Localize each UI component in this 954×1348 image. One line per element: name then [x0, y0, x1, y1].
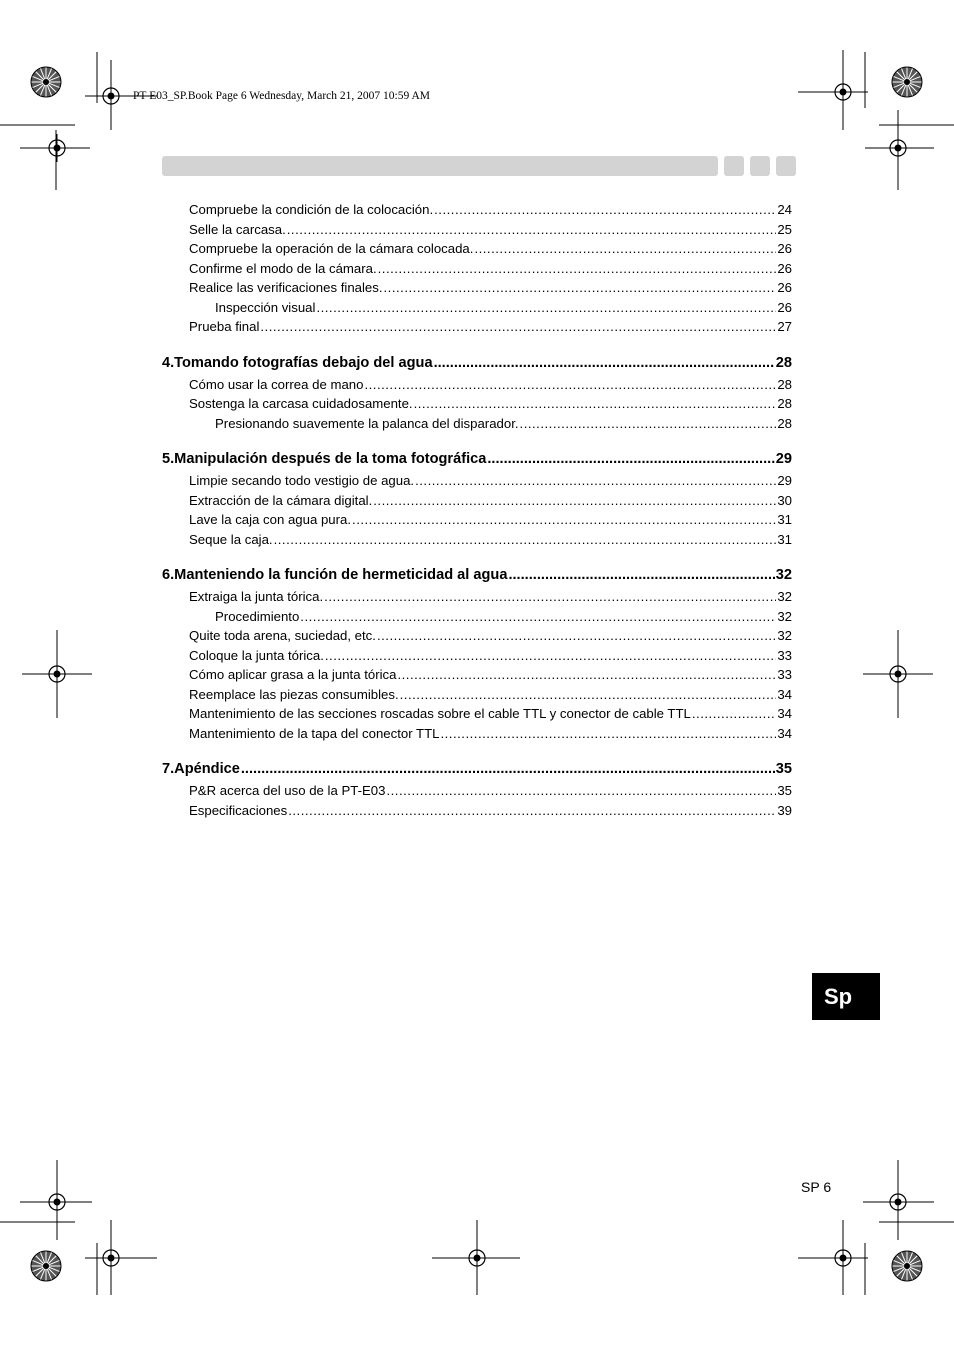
toc-entry-title: Lave la caja con agua pura.	[189, 512, 352, 527]
header-bar-block	[776, 156, 796, 176]
dot-leader	[260, 317, 776, 337]
toc-entry-title: Compruebe la operación de la cámara colocada.	[189, 241, 474, 256]
toc-entry[interactable]	[162, 220, 792, 240]
toc-entry-title: Inspección visual	[215, 299, 316, 315]
toc-entry-title: Mantenimiento de la tapa del conector TTL	[189, 725, 440, 741]
registration-star-icon	[892, 1251, 922, 1281]
dot-leader	[377, 626, 776, 646]
dot-leader	[384, 278, 777, 298]
dot-leader	[397, 665, 776, 685]
toc-entry[interactable]	[162, 471, 792, 491]
toc-entry[interactable]	[162, 394, 792, 414]
dot-leader	[434, 352, 775, 374]
toc-entry[interactable]	[162, 781, 792, 801]
toc-entry-page: 39	[777, 802, 792, 818]
toc-entry-title: Presionando suavemente la palanca del disparador.	[215, 415, 519, 431]
dot-leader	[434, 200, 776, 220]
toc-entry-title: 5.Manipulación después de la toma fotográfica	[162, 451, 487, 467]
toc-entry-page: 26	[777, 241, 792, 256]
dot-leader	[241, 758, 775, 780]
toc-entry-page: 35	[777, 783, 792, 798]
toc-entry-title: Selle la carcasa.	[189, 221, 286, 237]
toc-entry[interactable]	[162, 259, 792, 279]
toc-entry[interactable]	[162, 298, 792, 318]
toc-entry[interactable]	[162, 278, 792, 298]
dot-leader	[316, 298, 776, 318]
dot-leader	[274, 530, 777, 550]
toc-entry-page: 33	[777, 647, 792, 663]
header-bar-block	[724, 156, 744, 176]
toc-entry[interactable]	[162, 801, 792, 821]
toc-entry[interactable]	[162, 626, 792, 646]
dot-leader	[287, 220, 777, 240]
toc-entry[interactable]	[162, 414, 792, 434]
toc-entry-title: 7.Apéndice	[162, 761, 240, 777]
toc-entry-title: Coloque la junta tórica.	[189, 647, 324, 663]
toc-entry[interactable]	[162, 510, 792, 530]
toc-entry-page: 34	[777, 725, 792, 741]
toc-entry-page: 30	[777, 492, 792, 508]
toc-entry[interactable]	[162, 704, 792, 724]
toc-entry-title: Realice las verificaciones finales.	[189, 280, 383, 295]
dot-leader	[474, 239, 776, 259]
dot-leader	[300, 607, 776, 627]
dot-leader	[692, 704, 776, 724]
toc-entry[interactable]	[162, 239, 792, 259]
toc-entry-title: Procedimiento	[215, 608, 300, 624]
dot-leader	[364, 375, 776, 395]
toc-entry-page: 29	[775, 451, 792, 467]
toc-entry-page: 27	[777, 319, 792, 334]
toc-entry[interactable]	[162, 375, 792, 395]
toc-entry-title: Cómo aplicar grasa a la junta tórica	[189, 667, 397, 682]
dot-leader	[378, 259, 777, 279]
dot-leader	[386, 781, 776, 801]
toc-entry[interactable]	[162, 317, 792, 337]
toc-entry-page: 31	[777, 531, 792, 547]
toc-entry-page: 24	[777, 202, 792, 217]
toc-entry-page: 32	[777, 608, 792, 624]
toc-entry[interactable]	[162, 607, 792, 627]
dot-leader	[288, 801, 776, 821]
toc-entry[interactable]	[162, 200, 792, 220]
toc-entry-title: P&R acerca del uso de la PT-E03	[189, 783, 386, 798]
toc-entry[interactable]	[162, 665, 792, 685]
toc-entry-page: 34	[777, 706, 792, 721]
registration-star-icon	[31, 1251, 61, 1281]
dot-leader	[440, 724, 776, 744]
toc-entry[interactable]	[162, 724, 792, 744]
toc-entry-page: 28	[775, 354, 792, 371]
toc-entry-title: Extraiga la junta tórica.	[189, 589, 324, 604]
toc-entry-title: Sostenga la carcasa cuidadosamente.	[189, 396, 413, 411]
toc-entry-page: 35	[775, 761, 792, 777]
toc-entry-title: Extracción de la cámara digital.	[189, 492, 373, 508]
toc-entry-page: 26	[777, 280, 792, 295]
toc-entry[interactable]	[162, 491, 792, 511]
toc-entry-title: Confirme el modo de la cámara.	[189, 260, 377, 276]
toc-entry[interactable]	[162, 646, 792, 666]
dot-leader	[324, 587, 776, 607]
language-tab: Sp	[812, 973, 880, 1020]
print-header-info: PT-E03_SP.Book Page 6 Wednesday, March 21, 2007 10:59 AM	[133, 90, 431, 102]
toc-entry-page: 26	[777, 299, 792, 315]
toc-entry-page: 32	[777, 589, 792, 604]
dot-leader	[325, 646, 776, 666]
toc-entry-title: Especificaciones	[189, 802, 288, 818]
toc-entry-title: Limpie secando todo vestigio de agua.	[189, 473, 415, 488]
toc-entry[interactable]	[162, 587, 792, 607]
toc-entry-title: Quite toda arena, suciedad, etc.	[189, 628, 376, 643]
toc-entry-page: 25	[777, 221, 792, 237]
registration-star-icon	[892, 67, 922, 97]
toc-entry-page: 34	[777, 686, 792, 702]
toc-entry-page: 32	[775, 567, 792, 583]
toc-entry-page: 28	[777, 376, 792, 392]
toc-entry-page: 33	[777, 667, 792, 682]
toc-section-heading[interactable]	[162, 564, 792, 586]
toc-entry-page: 31	[777, 512, 792, 527]
toc-entry[interactable]	[162, 685, 792, 705]
toc-entry-page: 28	[777, 396, 792, 411]
registration-star-icon	[31, 67, 61, 97]
toc-entry-title: 6.Manteniendo la función de hermeticidad al agua	[162, 567, 508, 583]
toc-entry-title: Prueba final	[189, 319, 260, 334]
dot-leader	[373, 491, 776, 511]
toc-entry-page: 29	[777, 473, 792, 488]
toc-entry-title: Mantenimiento de las secciones roscadas sobre el cable TTL y conector de cable TTL	[189, 706, 691, 721]
dot-leader	[400, 685, 777, 705]
toc-entry-page: 32	[777, 628, 792, 643]
toc-entry-title: Reemplace las piezas consumibles.	[189, 686, 399, 702]
toc-section-heading[interactable]	[162, 758, 792, 780]
toc-entry-page: 26	[777, 260, 792, 276]
page-number: SP 6	[801, 1179, 832, 1195]
dot-leader	[520, 414, 777, 434]
table-of-contents	[162, 200, 792, 820]
dot-leader	[508, 564, 774, 586]
toc-section-heading[interactable]	[162, 448, 792, 470]
toc-section-heading[interactable]	[162, 352, 792, 374]
toc-entry-title: Cómo usar la correa de mano	[189, 376, 364, 392]
dot-leader	[487, 448, 774, 470]
toc-entry-title: Compruebe la condición de la colocación.	[189, 202, 434, 217]
toc-entry-title: 4.Tomando fotografías debajo del agua	[162, 354, 433, 371]
toc-entry[interactable]	[162, 530, 792, 550]
toc-entry-page: 28	[777, 415, 792, 431]
header-bar-block	[750, 156, 770, 176]
dot-leader	[415, 471, 776, 491]
dot-leader	[352, 510, 776, 530]
toc-entry-title: Seque la caja.	[189, 531, 273, 547]
dot-leader	[414, 394, 777, 414]
header-bar	[162, 156, 718, 176]
